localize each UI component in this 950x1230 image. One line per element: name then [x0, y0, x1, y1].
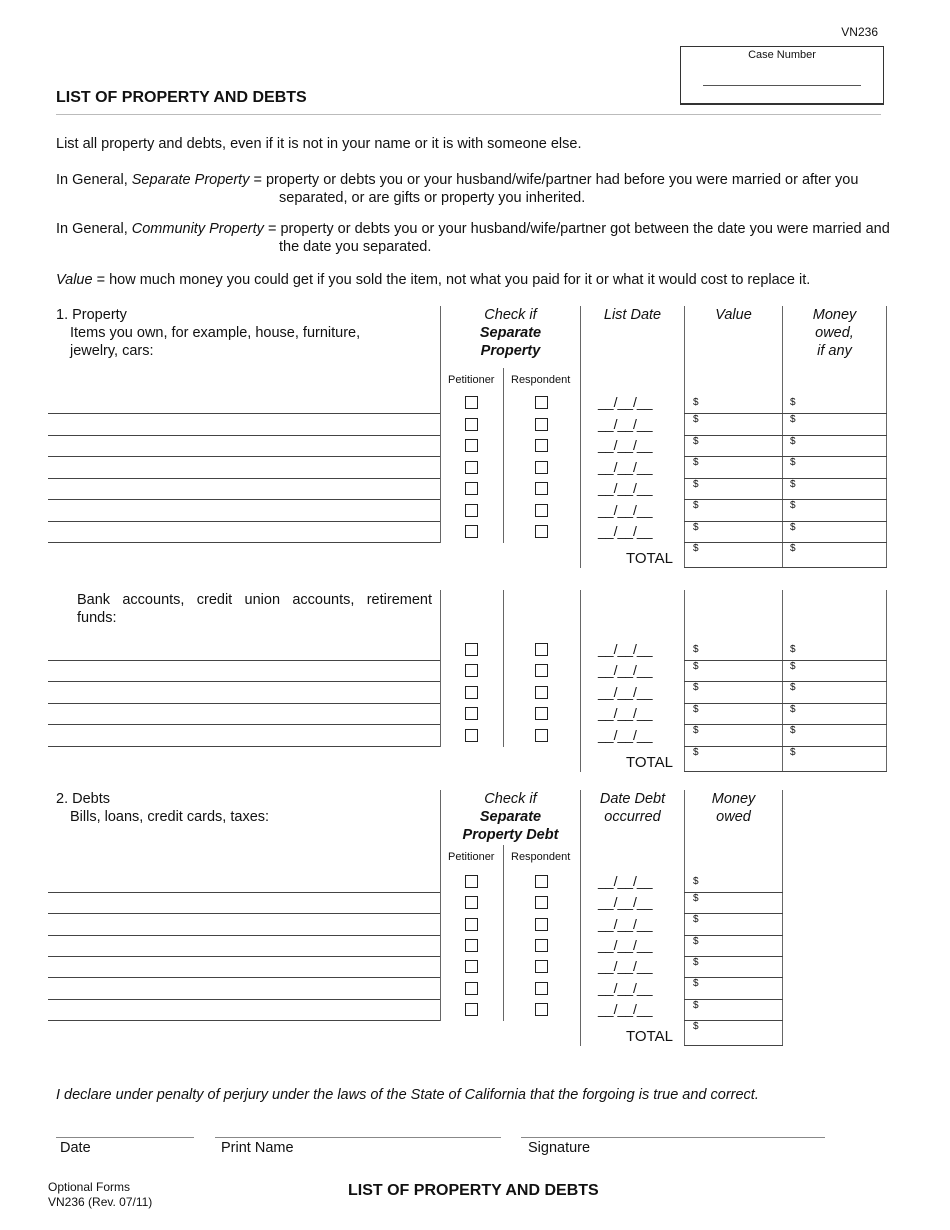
date-field[interactable]: __/__/__	[598, 1001, 653, 1017]
respondent-checkbox[interactable]	[535, 482, 548, 495]
date-field[interactable]: __/__/__	[598, 894, 653, 910]
signature-line[interactable]	[521, 1137, 825, 1138]
amount-row-line	[684, 542, 887, 543]
date-field[interactable]: __/__/__	[598, 459, 653, 475]
petitioner-checkbox[interactable]	[465, 982, 478, 995]
petitioner-checkbox[interactable]	[465, 918, 478, 931]
money-owed-field[interactable]: $	[790, 414, 796, 425]
item-description-line[interactable]	[48, 892, 440, 893]
respondent-checkbox[interactable]	[535, 504, 548, 517]
def-prefix: In General,	[56, 221, 132, 237]
amount-row-line	[684, 521, 887, 522]
item-description-line[interactable]	[48, 681, 440, 682]
respondent-checkbox[interactable]	[535, 939, 548, 952]
def-prefix: In General,	[56, 172, 132, 188]
petitioner-checkbox[interactable]	[465, 439, 478, 452]
footer-line: Optional Forms	[48, 1180, 131, 1194]
value-field[interactable]: $	[693, 457, 699, 468]
item-description-line[interactable]	[48, 542, 440, 543]
date-signature-line[interactable]	[56, 1137, 194, 1138]
value-field[interactable]: $	[693, 704, 699, 715]
respondent-checkbox[interactable]	[535, 875, 548, 888]
money-owed-field[interactable]: $	[790, 397, 796, 408]
value-field[interactable]: $	[693, 661, 699, 672]
item-description-line[interactable]	[48, 435, 440, 436]
value-field[interactable]: $	[693, 543, 699, 554]
date-label: Date	[60, 1140, 91, 1156]
case-number-field[interactable]	[703, 85, 861, 86]
value-header: Value	[715, 307, 752, 323]
value-definition	[56, 271, 810, 289]
title-divider	[56, 114, 881, 115]
money-owed-field[interactable]: $	[790, 479, 796, 490]
date-field[interactable]: __/__/__	[598, 937, 653, 953]
petitioner-checkbox[interactable]	[465, 504, 478, 517]
header-line: Separate	[479, 325, 542, 341]
value-field[interactable]: $	[693, 876, 699, 887]
header-line: Check if	[484, 307, 537, 323]
date-debt-header	[581, 790, 684, 826]
value-field[interactable]: $	[693, 978, 699, 989]
signature-label: Signature	[528, 1140, 591, 1156]
list-date-header: List Date	[603, 307, 662, 323]
petitioner-checkbox[interactable]	[465, 875, 478, 888]
money-owed-field[interactable]: $	[790, 522, 796, 533]
header-line: owed,	[815, 325, 854, 341]
date-field[interactable]: __/__/__	[598, 480, 653, 496]
property-total-label: TOTAL	[626, 550, 673, 567]
item-description-line[interactable]	[48, 499, 440, 500]
value-field[interactable]: $	[693, 414, 699, 425]
petitioner-checkbox[interactable]	[465, 1003, 478, 1016]
value-field[interactable]: $	[693, 1021, 699, 1032]
petitioner-checkbox[interactable]	[465, 418, 478, 431]
date-field[interactable]: __/__/__	[598, 980, 653, 996]
petitioner-checkbox[interactable]	[465, 525, 478, 538]
date-field[interactable]: __/__/__	[598, 437, 653, 453]
value-field[interactable]: $	[693, 957, 699, 968]
respondent-checkbox[interactable]	[535, 982, 548, 995]
money-owed-field[interactable]: $	[790, 661, 796, 672]
respondent-checkbox[interactable]	[535, 918, 548, 931]
petitioner-checkbox[interactable]	[465, 686, 478, 699]
item-description-line[interactable]	[48, 456, 440, 457]
column-divider	[503, 368, 504, 543]
date-field[interactable]: __/__/__	[598, 416, 653, 432]
money-owed-field[interactable]: $	[790, 704, 796, 715]
money-owed-field[interactable]: $	[790, 436, 796, 447]
value-field[interactable]: $	[693, 682, 699, 693]
column-divider	[440, 590, 441, 747]
table-bottom	[684, 567, 887, 568]
page-title: LIST OF PROPERTY AND DEBTS	[56, 89, 307, 106]
column-divider	[580, 790, 581, 1046]
column-divider	[782, 790, 783, 1046]
respondent-checkbox[interactable]	[535, 960, 548, 973]
item-description-line[interactable]	[48, 977, 440, 978]
money-owed-field[interactable]: $	[790, 644, 796, 655]
date-field[interactable]: __/__/__	[598, 958, 653, 974]
respondent-checkbox[interactable]	[535, 525, 548, 538]
debts-total-label: TOTAL	[626, 1028, 673, 1045]
header-line: if any	[817, 343, 852, 359]
respondent-checkbox[interactable]	[535, 439, 548, 452]
date-field[interactable]: __/__/__	[598, 641, 653, 657]
def-text: = property or debts you or your husband/wife/partner had before you were married or after you separated, or are gifts or property you inherited.	[249, 172, 859, 206]
money-owed-field[interactable]: $	[790, 457, 796, 468]
header-line: Date Debt	[599, 791, 666, 807]
date-field[interactable]: __/__/__	[598, 727, 653, 743]
bank-total-label: TOTAL	[626, 754, 673, 771]
column-divider	[503, 845, 504, 1021]
footer-line: VN236 (Rev. 07/11)	[48, 1195, 153, 1209]
footer-title: LIST OF PROPERTY AND DEBTS	[348, 1182, 599, 1199]
amount-row-line	[684, 413, 887, 414]
petitioner-label: Petitioner	[448, 851, 495, 863]
amount-row-line	[684, 746, 887, 747]
item-description-line[interactable]	[48, 478, 440, 479]
table-bottom	[684, 1045, 783, 1046]
item-description-line[interactable]	[48, 999, 440, 1000]
money-owed-field[interactable]: $	[790, 725, 796, 736]
header-line: Separate	[479, 809, 542, 825]
debts-heading: 2. Debts	[56, 791, 110, 807]
petitioner-checkbox[interactable]	[465, 643, 478, 656]
def-text: = property or debts you or your husband/wife/partner got between the date you were married and the date you separated.	[263, 221, 890, 255]
item-description-line[interactable]	[48, 521, 440, 522]
item-description-line[interactable]	[48, 746, 440, 747]
header-line: Money	[812, 307, 857, 323]
money-owed-header	[685, 790, 782, 826]
header-line: Property	[480, 343, 541, 359]
separate-property-definition	[56, 171, 891, 207]
footer-form-info	[48, 1180, 152, 1210]
value-field[interactable]: $	[693, 436, 699, 447]
value-field[interactable]: $	[693, 397, 699, 408]
case-number-label: Case Number	[748, 49, 816, 61]
column-divider	[684, 790, 685, 1046]
amount-row-line	[684, 724, 887, 725]
respondent-checkbox[interactable]	[535, 418, 548, 431]
print-name-line[interactable]	[215, 1137, 501, 1138]
petitioner-checkbox[interactable]	[465, 960, 478, 973]
value-field[interactable]: $	[693, 747, 699, 758]
community-property-definition	[56, 220, 891, 256]
money-owed-header	[783, 306, 886, 360]
amount-row-line	[684, 499, 887, 500]
table-bottom	[684, 771, 887, 772]
column-divider	[684, 306, 685, 568]
amount-row-line	[684, 703, 887, 704]
column-divider	[580, 306, 581, 568]
date-field[interactable]: __/__/__	[598, 705, 653, 721]
money-owed-field[interactable]: $	[790, 682, 796, 693]
column-divider	[503, 590, 504, 747]
respondent-checkbox[interactable]	[535, 896, 548, 909]
respondent-label: Respondent	[511, 851, 571, 863]
date-field[interactable]: __/__/__	[598, 916, 653, 932]
header-line: owed	[716, 809, 751, 825]
petitioner-checkbox[interactable]	[465, 729, 478, 742]
amount-row-line	[684, 435, 887, 436]
amount-row-line	[684, 660, 887, 661]
header-line: occurred	[604, 809, 661, 825]
petitioner-checkbox[interactable]	[465, 896, 478, 909]
item-description-line[interactable]	[48, 724, 440, 725]
header-line: Property Debt	[462, 827, 559, 843]
item-description-line[interactable]	[48, 956, 440, 957]
money-owed-field[interactable]: $	[790, 543, 796, 554]
item-description-line[interactable]	[48, 413, 440, 414]
respondent-checkbox[interactable]	[535, 729, 548, 742]
item-description-line[interactable]	[48, 703, 440, 704]
petitioner-checkbox[interactable]	[465, 707, 478, 720]
respondent-checkbox[interactable]	[535, 664, 548, 677]
item-description-line[interactable]	[48, 660, 440, 661]
bank-subheading: Bank accounts, credit union accounts, retirement funds:	[77, 592, 432, 626]
petitioner-checkbox[interactable]	[465, 939, 478, 952]
print-name-label: Print Name	[221, 1140, 294, 1156]
respondent-label: Respondent	[511, 374, 571, 386]
petitioner-checkbox[interactable]	[465, 482, 478, 495]
date-field[interactable]: __/__/__	[598, 523, 653, 539]
petitioner-checkbox[interactable]	[465, 396, 478, 409]
value-field[interactable]: $	[693, 500, 699, 511]
item-description-line[interactable]	[48, 913, 440, 914]
respondent-checkbox[interactable]	[535, 396, 548, 409]
def-text: = how much money you could get if you sold the item, not what you paid for it or what it would cost to replace it.	[92, 272, 811, 288]
property-subheading: Items you own, for example, house, furniture, jewelry, cars:	[70, 325, 361, 359]
value-field[interactable]: $	[693, 644, 699, 655]
respondent-checkbox[interactable]	[535, 643, 548, 656]
date-field[interactable]: __/__/__	[598, 502, 653, 518]
check-separate-header	[441, 306, 580, 360]
money-owed-field[interactable]: $	[790, 500, 796, 511]
date-field[interactable]: __/__/__	[598, 662, 653, 678]
def-term: Community Property	[131, 221, 264, 237]
value-field[interactable]: $	[693, 936, 699, 947]
date-field[interactable]: __/__/__	[598, 394, 653, 410]
value-field[interactable]: $	[693, 1000, 699, 1011]
declaration-text: I declare under penalty of perjury under the laws of the State of California that the forgoing is true and correct.	[56, 1087, 759, 1103]
column-divider	[580, 590, 581, 772]
debts-subheading: Bills, loans, credit cards, taxes:	[70, 809, 270, 825]
amount-row-line	[684, 478, 887, 479]
value-field[interactable]: $	[693, 725, 699, 736]
date-field[interactable]: __/__/__	[598, 684, 653, 700]
respondent-checkbox[interactable]	[535, 707, 548, 720]
value-field[interactable]: $	[693, 914, 699, 925]
money-owed-field[interactable]: $	[790, 747, 796, 758]
petitioner-label: Petitioner	[448, 374, 495, 386]
petitioner-checkbox[interactable]	[465, 461, 478, 474]
item-description-line[interactable]	[48, 1020, 440, 1021]
respondent-checkbox[interactable]	[535, 461, 548, 474]
petitioner-checkbox[interactable]	[465, 664, 478, 677]
column-divider	[886, 306, 887, 568]
header-line: Check if	[484, 791, 537, 807]
item-description-line[interactable]	[48, 935, 440, 936]
check-separate-debt-header	[441, 790, 580, 844]
value-field[interactable]: $	[693, 479, 699, 490]
respondent-checkbox[interactable]	[535, 1003, 548, 1016]
def-term: Value	[56, 272, 93, 288]
respondent-checkbox[interactable]	[535, 686, 548, 699]
amount-row-line	[684, 681, 887, 682]
value-field[interactable]: $	[693, 522, 699, 533]
intro-line: List all property and debts, even if it is not in your name or it is with someone else.	[56, 136, 582, 152]
header-line: Money	[711, 791, 756, 807]
property-heading: 1. Property	[56, 307, 127, 323]
form-code: VN236	[841, 25, 878, 39]
date-field[interactable]: __/__/__	[598, 873, 653, 889]
value-field[interactable]: $	[693, 893, 699, 904]
amount-row-line	[684, 456, 887, 457]
def-term: Separate Property	[131, 172, 250, 188]
case-number-box	[680, 46, 884, 105]
